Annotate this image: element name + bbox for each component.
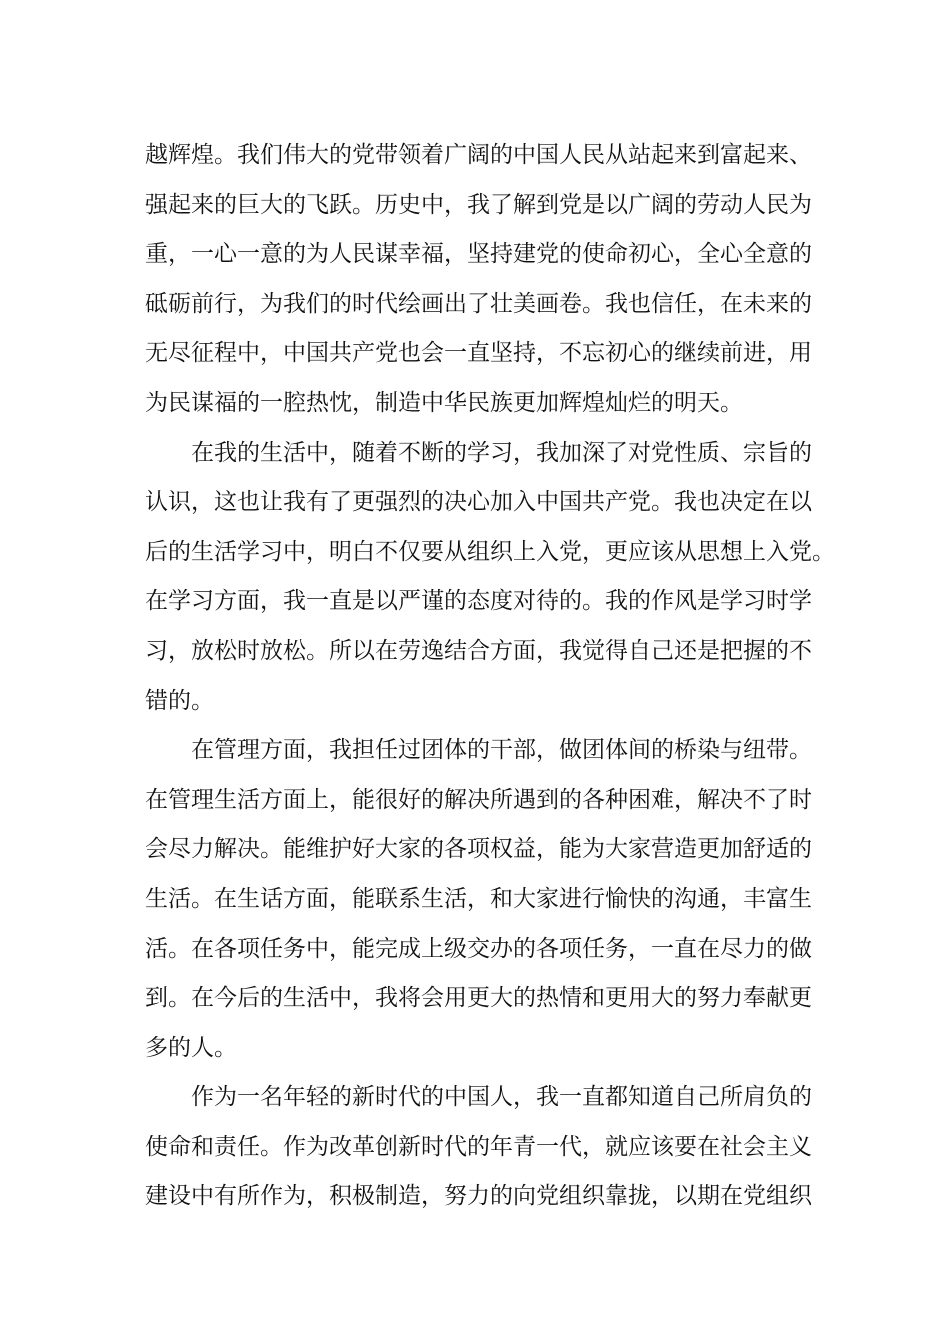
text-line: 越辉煌。我们伟大的党带领着广阔的中国人民从站起来到富起来、 — [145, 142, 812, 168]
text-line: 在管理生活方面上，能很好的解决所遇到的各种困难，解决不了时 — [145, 786, 812, 813]
text-line: 强起来的巨大的飞跃。历史中，我了解到党是以广阔的劳动人民为 — [145, 191, 812, 218]
text-line: 在学习方面，我一直是以严谨的态度对待的。我的作风是学习时学 — [145, 588, 812, 615]
paragraph-first-line: 在我的生活中，随着不断的学习，我加深了对党性质、宗旨的 — [191, 439, 812, 466]
text-line: 生活。在生话方面，能联系生活，和大家进行愉快的沟通，丰富生 — [145, 885, 812, 912]
text-line: 为民谋福的一腔热忱，制造中华民族更加辉煌灿烂的明天。 — [145, 389, 743, 416]
text-line: 到。在今后的生活中，我将会用更大的热情和更用大的努力奉献更 — [145, 985, 812, 1012]
text-line: 建设中有所作为，积极制造，努力的向党组织靠拢，以期在党组织 — [145, 1183, 812, 1210]
text-line: 砥砺前行，为我们的时代绘画出了壮美画卷。我也信任，在未来的 — [145, 290, 812, 317]
paragraph-first-line: 作为一名年轻的新时代的中国人，我一直都知道自己所肩负的 — [191, 1084, 812, 1111]
text-line: 后的生活学习中，明白不仅要从组织上入党，更应该从思想上入党。 — [145, 538, 835, 565]
body-text — [145, 131, 835, 1222]
paragraph-first-line: 在管理方面，我担任过团体的干部，做团体间的桥染与纽带。 — [191, 737, 812, 764]
text-line: 使命和责任。作为改革创新时代的年青一代，就应该要在社会主义 — [145, 1133, 812, 1160]
text-line: 活。在各项任务中，能完成上级交办的各项任务，一直在尽力的做 — [145, 935, 812, 962]
text-line: 认识，这也让我有了更强烈的决心加入中国共产党。我也决定在以 — [145, 489, 812, 516]
text-line: 多的人。 — [145, 1034, 237, 1061]
text-line: 会尽力解决。能维护好大家的各项权益，能为大家营造更加舒适的 — [145, 836, 812, 863]
text-line: 习，放松时放松。所以在劳逸结合方面，我觉得自己还是把握的不 — [145, 637, 812, 664]
text-line: 无尽征程中，中国共产党也会一直坚持，不忘初心的继续前进，用 — [145, 340, 812, 367]
text-line: 错的。 — [145, 687, 214, 714]
text-line: 重，一心一意的为人民谋幸福，坚持建党的使命初心，全心全意的 — [145, 241, 812, 268]
